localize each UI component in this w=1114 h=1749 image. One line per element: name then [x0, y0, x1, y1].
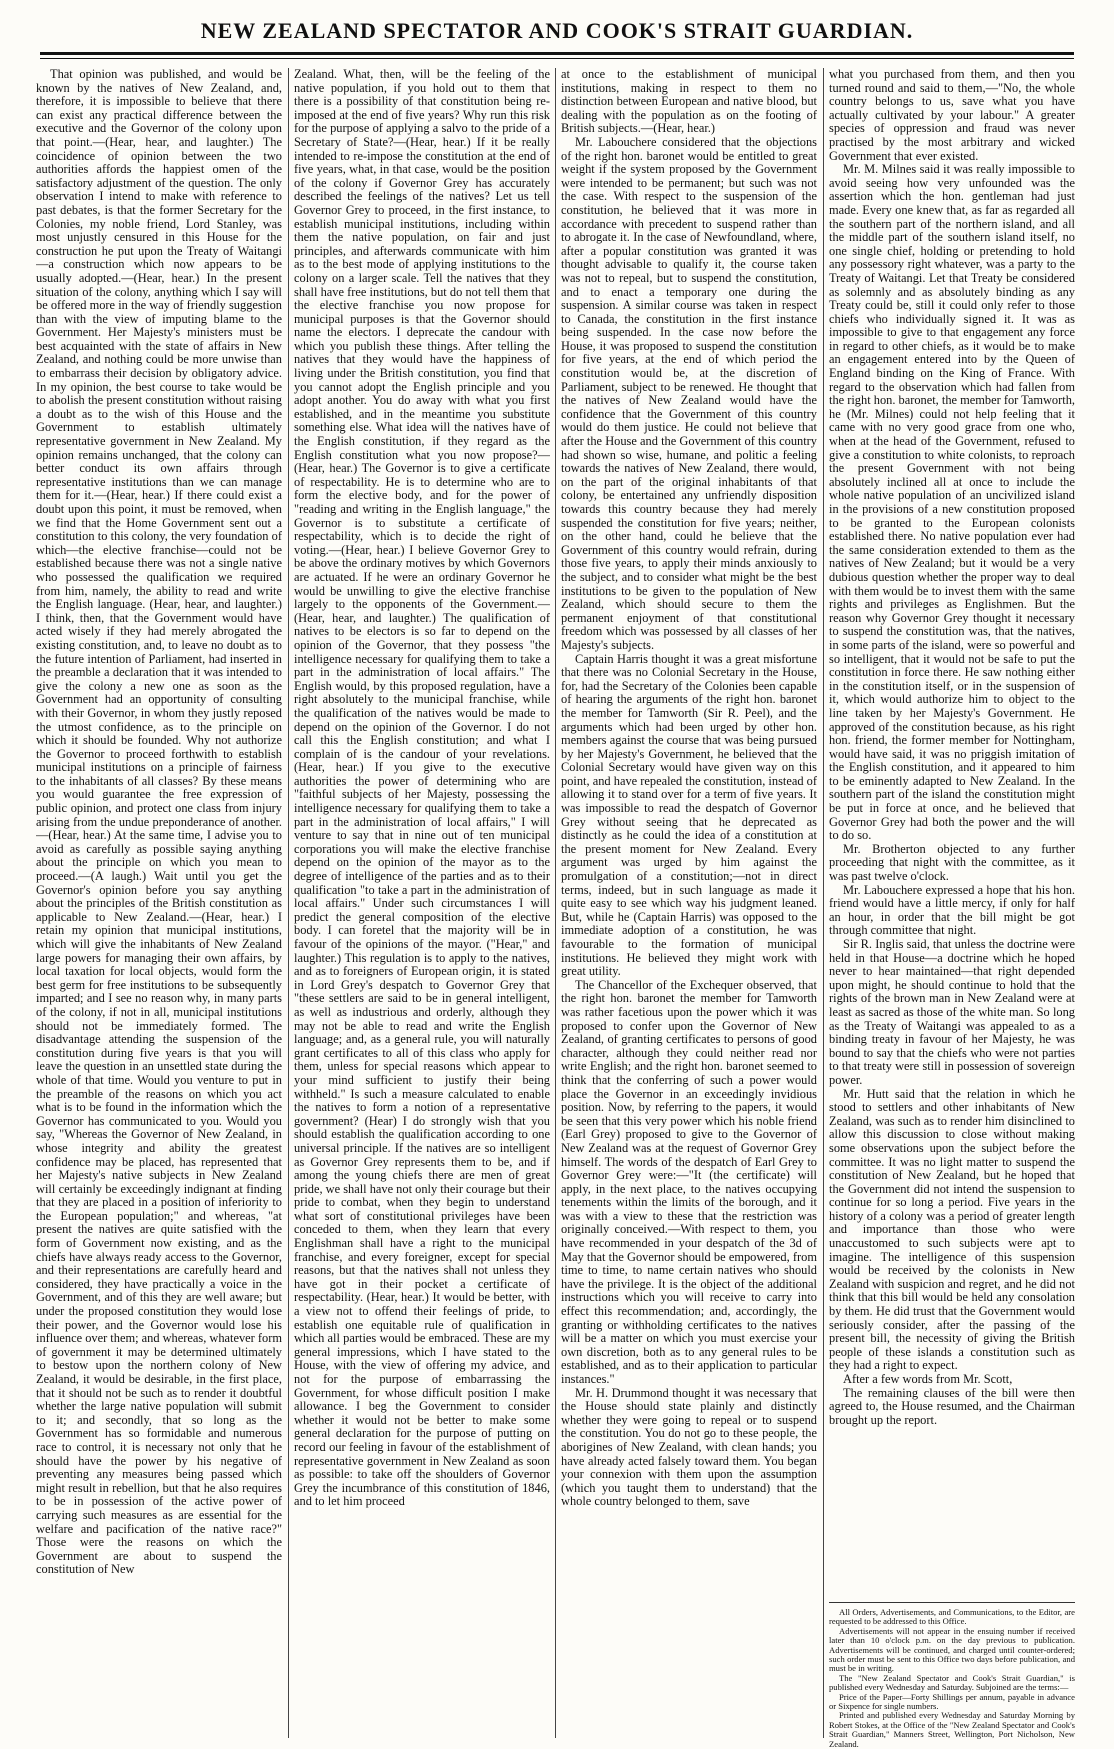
- notice-paragraph: Printed and published every Wednesday and Saturday Morning by Robert Stokes, at the Office of the "New Zealand Spectator and Cook's Strait Guardian," Manners Street, Wellington, Port Nicholson, New Zealand.: [829, 1710, 1075, 1749]
- notice-paragraph: The "New Zealand Spectator and Cook's Strait Guardian," is published every Wednesday and Saturday. Subjoined are the terms:—: [829, 1672, 1075, 1693]
- publisher-notice: [829, 1608, 1075, 1749]
- article-paragraph: The Chancellor of the Exchequer observed, that the right hon. baronet the member for Tamworth was rather facetious upon the power which it was proposed to confer upon the Governor of New Zealand, of granting certificates to persons of good character, although they could neither read nor write English; and the right hon. baronet seemed to think that the conferring of such a power would place the Governor in an exceedingly invidious position. Now, by referring to the papers, it would be seen that this very power which his noble friend (Earl Grey) proposed to give to the Governor of New Zealand was at the request of Governor Grey himself. The words of the despatch of Earl Grey to Governor Grey were:—"It (the certificate) will apply, in the next place, to the natives occupying tenements within the limits of the borough, and it was with a view to these that the restriction was originally conceived.—With respect to them, you have recommended in your despatch of the 3d of May that the Governor should be empowered, from time to time, to name certain natives who should have the privilege. It is the object of the additional instructions which you will receive to carry into effect this recommendation; and, accordingly, the granting or withholding certificates to the natives will be a matter on which you must exercise your own discretion, both as to any general rules to be established, and as to their application to particular instances.": [561, 977, 817, 1386]
- column-divider: [288, 68, 289, 1738]
- article-paragraph: Mr. H. Drummond thought it was necessary that the House should state plainly and distinctly whether they were going to repeal or to suspend the constitution. You do not go to these people, the aborigines of New Zealand, with clean hands; you have already acted falsely toward them. You began your connexion with them upon the assumption (which you taught them to understand) that the whole country belonged to them, save: [561, 1385, 817, 1509]
- article-column-4: [829, 68, 1075, 1598]
- masthead-title: NEW ZEALAND SPECTATOR AND COOK'S STRAIT GUARDIAN.: [200, 18, 914, 43]
- notice-rule: [829, 1602, 1075, 1603]
- article-paragraph: That opinion was published, and would be known by the natives of New Zealand, and, therefore, it is impossible to believe that there can exist any practical difference between the executive and the Governor of the colony upon that point.—(Hear, hear, and laughter.) The coincidence of opinion between the two authorities affords the happiest omen of the satisfactory adjustment of the question. The only observation I intend to make with reference to past debates, is that the former Secretary for the Colonies, my noble friend, Lord Stanley, was most unjustly censured in this House for the construction he put upon the Treaty of Waitangi—a construction which now appears to be usually adopted.—(Hear, hear.) In the present situation of the colony, anything which I say will be offered more in the way of friendly suggestion than with the view of imputing blame to the Government. Her Majesty's ministers must be best acquainted with the state of affairs in New Zealand, and nothing could be more unwise than to embarrass their decision by obligatory advice. In my opinion, the best course to take would be to abolish the present constitution without raising a doubt as to the wish of this House and the Government to establish ultimately representative government in New Zealand. My opinion remains unchanged, that the colony can better conduct its own affairs through representative institutions than we can manage them for it.—(Hear, hear.) If there could exist a doubt upon this point, it must be removed, when we find that the Home Government sent out a constitution to this colony, the very foundation of which—the elective franchise—could not be established because there was not a single native who possessed the qualification we required from him, namely, the ability to read and write the English language. (Hear, hear, and laughter.) I think, then, that the Government would have acted wisely if they had merely abrogated the existing constitution, and, to leave no doubt as to the future intention of Parliament, had inserted in the preamble a declaration that it was intended to give the colony a new one as soon as the Government had an opportunity of consulting with their Governor, in whom they justly reposed the utmost confidence, as to the principle on which it should be founded. Why not authorize the Governor to proceed forthwith to establish municipal institutions on a principle of fairness to the inhabitants of all classes? By these means you would guarantee the free expression of public opinion, and protect one class from injury arising from the undue preponderance of another. —(Hear, hear.) At the same time, I advise you to avoid as carefully as possible saying anything about the principle on which you mean to proceed.—(A laugh.) Wait until you get the Governor's opinion before you say anything about the principles of the British constitution as applicable to New Zealand.—(Hear, hear.) I retain my opinion that municipal institutions, which will give the inhabitants of New Zealand large powers for managing their own affairs, by local taxation for local objects, would form the best germ for free institutions to be subsequently imparted; and I see no reason why, in many parts of the colony, if not in all, municipal institutions should not be immediately formed. The disadvantage attending the suspension of the constitution during five years is that you will leave the question in an unsettled state during the whole of that time. Would you venture to put in the preamble of the reasons on which you act what is to be found in the information which the Governor has communicated to you. Would you say, "Whereas the Governor of New Zealand, in whose integrity and ability the greatest confidence may be placed, has represented that her Majesty's native subjects in New Zealand will certainly be exceedingly indignant at finding that they are placed in a position of inferiority to the European population;" and whereas, "at present the natives are quite satisfied with the form of Government now existing, and as the chiefs have always ready access to the Governor, and their representations are carefully heard and considered, they have practically a voice in the Government, and of this they are well aware; but under the proposed constitution they would lose their power, and the Governor would lose his influence over them; and whereas, whatever form of government it may be determined ultimately to bestow upon the northern colony of New Zealand, it would be desirable, in the first place, that it should not be such as to render it doubtful whether the large native population will submit to it; and secondly, that so long as the Government has so formidable and numerous race to control, it is necessary not only that he should have the power by his negative of preventing any measures being passed which might result in rebellion, but that he also requires to be in possession of the active power of carrying such measures as are essential for the welfare and pacification of the native race?" Those were the reasons on which the Government are about to suspend the constitution of New: [36, 68, 282, 1577]
- notice-paragraph: All Orders, Advertisements, and Communications, to the Editor, are requested to be addressed to this Office.: [829, 1607, 1075, 1627]
- article-column-2: [294, 68, 550, 1738]
- article-paragraph: at once to the establishment of municipal institutions, making in respect to them no distinction between European and native blood, but dealing with the population as on the footing of British subjects.—(Hear, hear.): [561, 68, 817, 136]
- article-paragraph: what you purchased from them, and then you turned round and said to them,—"No, the whole country belongs to us, save what you have actually cultivated by your labour." A greater species of oppression and fraud was never practised by the most arbitrary and wicked Government that ever existed.: [829, 68, 1075, 163]
- article-paragraph: Mr. Labouchere considered that the objections of the right hon. baronet would be entitled to great weight if the system proposed by the Government were intended to be permanent; but such was not the case. With respect to the suspension of the constitution, he believed that it was more in accordance with precedent to suspend rather than to abrogate it. In the case of Newfoundland, where, after a popular constitution was granted it was thought advisable to qualify it, the course taken was not to repeal, but to suspend the constitution, and to enact a temporary one during the suspension. A similar course was taken in respect to Canada, the constitution in the first instance being suspended. In the case now before the House, it was proposed to suspend the constitution for five years, at the end of which period the constitution would be, at the discretion of Parliament, subject to be renewed. He thought that the natives of New Zealand would have the confidence that the Government of this country would do them justice. He could not believe that after the House and the Government of this country had shown so wise, humane, and politic a feeling towards the natives of New Zealand, there would, on the part of the original inhabitants of that colony, be entertained any unfriendly disposition towards this country because they had merely suspended the constitution for five years; neither, on the other hand, could he believe that the Government of this country would refrain, during those five years, to apply their minds anxiously to the subject, and to consider what might be the best institutions to be given to the population of New Zealand, which should secure to them the permanent enjoyment of that constitutional freedom which was possessed by all classes of her Majesty's subjects.: [561, 134, 817, 652]
- masthead-rule-thick: [40, 52, 1074, 55]
- masthead-rule-thin: [40, 58, 1074, 59]
- article-paragraph: Zealand. What, then, will be the feeling of the native population, if you hold out to them that there is a possibility of that constitution being re-imposed at the end of five years? Why run this risk for the purpose of applying a salvo to the pride of a Secretary of State?—(Hear, hear.) If it be really intended to re-impose the constitution at the end of five years, what, in that case, would be the position of the colony if Governor Grey has accurately described the feelings of the natives? Let us tell Governor Grey to proceed, in the first instance, to establish municipal institutions, including within them the native population, on fair and just principles, and afterwards communicate with him as to the best mode of applying institutions to the colony on a larger scale. Tell the natives that they shall have free institutions, but do not tell them that the elective franchise you now propose for municipal purposes is that the Governor should name the electors. I deprecate the candour with which you publish these things. After telling the natives that they would have the happiness of living under the British constitution, you find that you cannot adopt the English principle and you adopt another. You do away with what you first established, and in the meantime you substitute something else. What idea will the natives have of the English constitution, if they regard as the English constitution what you now propose?—(Hear, hear.) The Governor is to give a certificate of respectability. He is to determine who are to form the elective body, and for the power of "reading and writing in the English language," the Governor is to substitute a certificate of respectability, which is to decide the right of voting.—(Hear, hear.) I believe Governor Grey to be above the ordinary motives by which Governors are actuated. If he were an ordinary Governor he would be unwilling to give the elective franchise largely to the opponents of the Government.—(Hear, hear, and laughter.) The qualification of natives to be electors is so far to depend on the opinion of the Governor, that they possess "the intelligence necessary for qualifying them to take a part in the administration of local affairs." The English would, by this proposed regulation, have a right absolutely to the municipal franchise, while the qualification of the natives would be made to depend on the opinion of the Governor. I do not call this the English constitution; and what I complain of is the candour of your revelations. (Hear, hear.) If you give to the executive authorities the power of determining who are "faithful subjects of her Majesty, possessing the intelligence necessary for qualifying them to take a part in the administration of local affairs," I will venture to say that in nine out of ten municipal corporations you will make the elective franchise depend on the opinion of the mayor as to the degree of intelligence of the parties and as to their qualification "to take a part in the administration of local affairs." Under such circumstances I will predict the general composition of the elective body. I can foretel that the majority will be in favour of the opinions of the mayor. ("Hear," and laughter.) This regulation is to apply to the natives, and as to foreigners of European origin, it is stated in Lord Grey's despatch to Governor Grey that "these settlers are said to be in general intelligent, as well as industrious and orderly, although they may not be able to read and write the English language; and, as a general rule, you will naturally grant certificates to all of this class who apply for them, unless for special reasons which appear to your mind sufficient to justify their being withheld." Is such a measure calculated to enable the natives to form a notion of a representative government? (Hear) I do strongly wish that you should establish the qualification according to one universal principle. If the natives are so intelligent as Governor Grey represents them to be, and if among the young chiefs there are men of great pride, we shall have not only their courage but their pride to combat, when they begin to understand what sort of constitutional privileges have been conceded to them, when they learn that every Englishman shall have a right to the municipal franchise, and every foreigner, except for special reasons, but that the natives shall not unless they have got in their pocket a certificate of respectability. (Hear, hear.) It would be better, with a view not to offend their feelings of pride, to establish one equitable rule of qualification in which all parties would be embraced. These are my general impressions, which I have stated to the House, with the view of offering my advice, and not for the purpose of embarrassing the Government, for whose difficult position I make allowance. I beg the Government to consider whether it would not be better to make some general declaration for the purpose of putting on record our feeling in favour of the establishment of representative government in New Zealand as soon as possible: to take off the shoulders of Governor Grey the incumbrance of this constitution of 1846, and to let him proceed: [294, 68, 550, 1509]
- article-paragraph: Sir R. Inglis said, that unless the doctrine were held in that House—a doctrine which he hoped never to hear maintained—that right depended upon might, he should continue to hold that the rights of the brown man in New Zealand were at least as sacred as those of the white man. So long as the Treaty of Waitangi was appealed to as a binding treaty in favour of her Majesty, he was bound to say that the chiefs who were not parties to that treaty were still in possession of sovereign power.: [829, 937, 1075, 1087]
- column-divider: [555, 68, 556, 1738]
- article-paragraph: Mr. Hutt said that the relation in which he stood to settlers and other inhabitants of New Zealand, was such as to render him disinclined to allow this discussion to close without making some observations upon the subject before the committee. It was no light matter to suspend the constitution of New Zealand, but he hoped that the Government did not intend the suspension to continue for so long a period. Five years in the history of a colony was a period of greater length and importance than those who were unaccustomed to such subjects were apt to imagine. The intelligence of this suspension would be received by the colonists in New Zealand with suspicion and regret, and he did not think that this bill would be held any consolation by them. He did trust that the Government would seriously consider, after the passing of the present bill, the necessity of giving the British people of these islands a constitution such as they had a right to expect.: [829, 1086, 1075, 1373]
- column-divider: [823, 68, 824, 1738]
- notice-paragraph: Advertisements will not appear in the ensuing number if received later than 10 o'clock p.m. on the day previous to publication. Advertisements will be continued, and charged until counter-ordered; such order must be sent to this Office two days before publication, and must be in writing.: [829, 1625, 1075, 1674]
- article-paragraph: The remaining clauses of the bill were then agreed to, the House resumed, and the Chairman brought up the report.: [829, 1385, 1075, 1427]
- article-column-3: [561, 68, 817, 1738]
- article-column-1: [36, 68, 282, 1738]
- article-paragraph: Mr. Labouchere expressed a hope that his hon. friend would have a little mercy, if only for half an hour, in order that the bill might be got through committee that night.: [829, 882, 1075, 938]
- article-paragraph: Captain Harris thought it was a great misfortune that there was no Colonial Secretary in the House, for, had the Secretary of the Colonies been capable of hearing the arguments of the right hon. baronet the member for Tamworth (Sir R. Peel), and the arguments which had been urged by other hon. members against the course that was being pursued by her Majesty's Government, he believed that the Colonial Secretary would have given way on this point, and have repealed the constitution, instead of allowing it to stand over for a term of five years. It was impossible to read the despatch of Governor Grey without seeing that he deprecated as distinctly as he could the idea of a constitution at the present moment for New Zealand. Every argument was urged by him against the promulgation of a constitution;—not in direct terms, indeed, but in such language as made it quite easy to see which way his judgment leaned. But, while he (Captain Harris) was opposed to the immediate adoption of a constitution, he was favourable to the formation of municipal institutions. He believed they might work with great utility.: [561, 651, 817, 979]
- article-paragraph: After a few words from Mr. Scott,: [843, 1372, 1013, 1386]
- article-paragraph: Mr. M. Milnes said it was really impossible to avoid seeing how very unfounded was the assertion which the hon. gentleman had just made. Every one knew that, as far as regarded all the southern part of the northern island, and all the middle part of the southern island itself, no one single chief, holding or pretending to hold any possessory right whatever, was a party to the Treaty of Waitangi. Let that Treaty be considered as solemnly and as absolutely binding as any Treaty could be, still it could only refer to those chiefs who individually signed it. It was as impossible to give to that engagement any force in regard to other chiefs, as it would be to make an engagement entered into by the Queen of England binding on the King of France. With regard to the observation which had fallen from the right hon. baronet, the member for Tamworth, he (Mr. Milnes) could not help feeling that it came with no very good grace from one who, when at the head of the Government, refused to give a constitution to white colonists, to reproach the present Government with not being absolutely inclined all at once to include the whole native population of an uncivilized island in the provisions of a new constitution proposed to be granted to the European colonists established there. No native population ever had the same consideration extended to them as the natives of New Zealand; but it would be a very dubious question whether the proper way to deal with them would be to invest them with the same rights and privileges as Englishmen. But the reason why Governor Grey thought it necessary to suspend the constitution was, that the natives, in some parts of the island, were so powerful and so intelligent, that it would not be safe to put the constitution in force there. He saw nothing either in the constitution itself, or in the suspension of it, which would authorize him to object to the line taken by her Majesty's Government. He approved of the constitution because, as his right hon. friend, the former member for Nottingham, would have said, it was no priggish imitation of the English constitution, and it appeared to him to be eminently adapted to New Zealand. In the southern part of the island the constitution might be put in force at once, and he believed that Governor Grey had both the power and the will to do so.: [829, 162, 1075, 843]
- article-paragraph: Mr. Brotherton objected to any further proceeding that night with the committee, as it was past twelve o'clock.: [829, 841, 1075, 884]
- notice-paragraph: Price of the Paper—Forty Shillings per annum, payable in advance or Sixpence for single numbers.: [829, 1691, 1075, 1712]
